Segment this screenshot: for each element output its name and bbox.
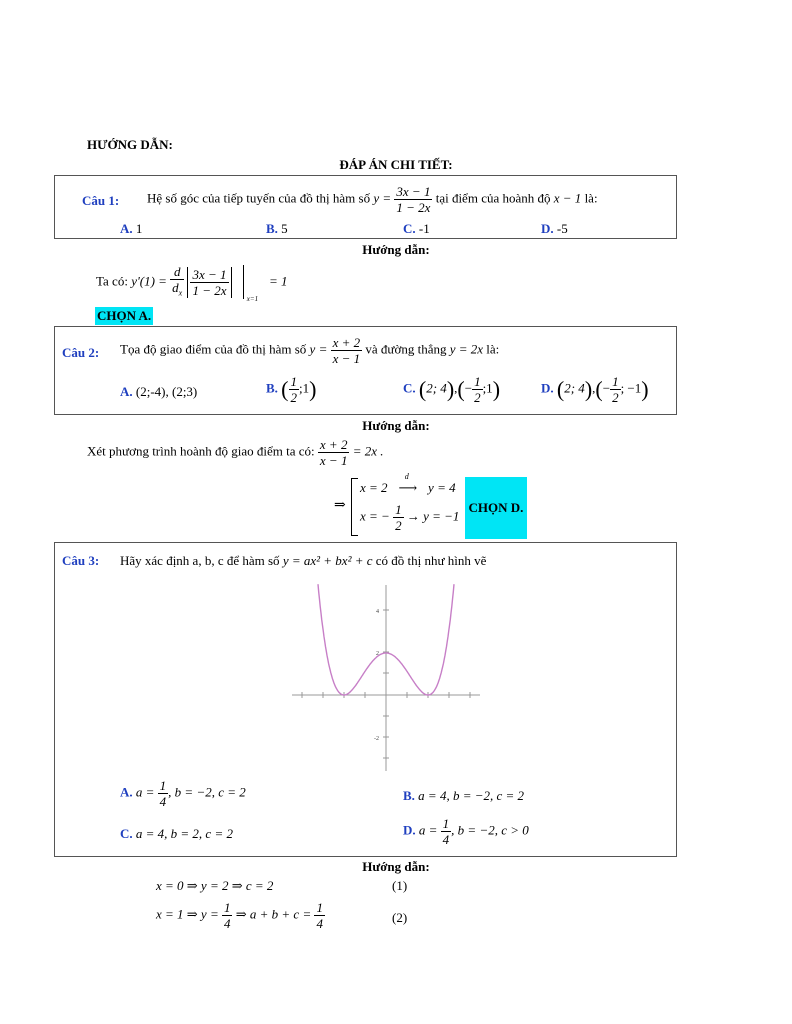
q2-option-d[interactable]: D. (2; 4),(− $\frac{1}{2}$ ; −1) xyxy=(541,374,649,405)
y-label-2: 2 xyxy=(376,651,379,657)
sol2-case1-rhs: y = 4 xyxy=(428,480,456,495)
solution-2-title: Hướng dẫn: xyxy=(362,418,430,433)
sol2-implies: ⇒ xyxy=(334,498,346,513)
q2-text-before: Tọa độ giao điểm của đồ thị hàm số xyxy=(120,341,307,357)
q3-option-a-letter: A. xyxy=(120,784,133,800)
sol3-line2-mid: ⇒ a + b + c = xyxy=(235,906,312,922)
sol1-d-num: d xyxy=(170,264,184,280)
guide-heading: HƯỚNG DẪN: xyxy=(87,137,173,152)
question-3-text xyxy=(120,553,486,569)
sol2-eq-den: x − 1 xyxy=(319,453,348,468)
sol1-result: = 1 xyxy=(269,273,288,289)
q1-text-after: tại điểm của hoành độ xyxy=(435,190,551,206)
solution-2-equation xyxy=(87,437,384,468)
q3-option-a-den: 4 xyxy=(159,794,167,809)
q3-text-before: Hãy xác định a, b, c để hàm số xyxy=(120,553,280,568)
sol3-line2-pre: x = 1 ⇒ y = xyxy=(156,906,219,922)
sol3-line-2 xyxy=(156,900,325,931)
sol2-case2-num: 1 xyxy=(395,502,402,517)
solution-1-choice: CHỌN A. xyxy=(97,308,152,323)
graph-axes xyxy=(292,585,480,771)
sol2-arrow-label: d xyxy=(404,472,409,481)
q3-func: y = ax² + bx² + c xyxy=(282,553,373,568)
q2-option-d-letter: D. xyxy=(541,380,554,396)
q2-func-den: x − 1 xyxy=(332,351,361,366)
q1-func-den: 1 − 2x xyxy=(396,200,431,215)
sol2-case-2 xyxy=(360,502,459,533)
q1-option-a-value: 1 xyxy=(135,221,143,236)
q3-option-c-letter: C. xyxy=(120,826,133,841)
q2-option-c[interactable]: C. (2; 4),(− $\frac{1}{2}$ ;1) xyxy=(403,374,501,405)
q3-text-after: có đồ thị như hình vẽ xyxy=(375,553,487,568)
sol1-lhs: y'(1) = xyxy=(131,273,167,289)
sol3-line2-den: 4 xyxy=(223,916,231,931)
q1-option-a[interactable] xyxy=(120,221,142,237)
answer-heading: ĐÁP ÁN CHI TIẾT: xyxy=(339,157,453,172)
q1-option-c-value: -1 xyxy=(418,221,430,236)
sol1-eval-at: x=1 xyxy=(246,295,259,304)
q2-option-b-rest: ;1 xyxy=(299,380,310,396)
q1-func-num: 3x − 1 xyxy=(396,184,431,199)
q2-option-d-sign: − xyxy=(602,380,611,396)
q2-line: y = 2x xyxy=(449,341,484,357)
sol1-d-den: $d_x$ xyxy=(172,280,183,298)
q2-option-c-first: 2; 4 xyxy=(426,380,447,396)
q2-option-a-value: (2;-4), (2;3) xyxy=(135,384,198,399)
sol3-line-1: x = 0 ⇒ y = 2 ⇒ c = 2 xyxy=(156,878,274,893)
q2-option-b-den: 2 xyxy=(290,390,297,405)
q2-text-end: là: xyxy=(486,341,500,357)
question-2-label: Câu 2: xyxy=(62,345,100,360)
solution-2-choice xyxy=(465,477,527,539)
q2-option-a-letter: A. xyxy=(120,384,133,399)
solution-1-formula xyxy=(96,264,288,304)
sol2-eq-rhs: = 2x . xyxy=(352,443,384,459)
question-1-label: Câu 1: xyxy=(82,193,120,208)
q2-option-c-den: 2 xyxy=(474,390,481,405)
sol3-line2-num2: 1 xyxy=(316,900,323,915)
solution-2-choice-text: CHỌN D. xyxy=(468,500,524,515)
sol2-arrow: d ⟶ xyxy=(398,472,418,495)
question-3-label: Câu 3: xyxy=(62,553,100,568)
q3-graph xyxy=(290,575,482,775)
q2-option-d-num: 1 xyxy=(612,374,619,389)
q3-option-b[interactable] xyxy=(403,788,524,804)
q3-option-a-pre: a = xyxy=(135,784,155,800)
q1-option-d-letter: D. xyxy=(541,221,554,236)
q2-option-d-den: 2 xyxy=(612,390,619,405)
y-label-neg2: -2 xyxy=(374,736,379,742)
q1-point: x − 1 xyxy=(553,190,582,206)
sol2-bracket xyxy=(351,478,358,536)
q1-func-lhs: y = xyxy=(373,190,392,206)
q3-option-d-num: 1 xyxy=(442,816,450,831)
y-label-4: 4 xyxy=(376,609,379,615)
q3-option-d[interactable] xyxy=(403,816,529,847)
sol1-eval-bar xyxy=(243,265,266,304)
sol2-fraction xyxy=(318,437,350,468)
q1-option-c[interactable] xyxy=(403,221,430,237)
sol1-derivative xyxy=(170,264,184,301)
q2-option-c-sign: − xyxy=(464,380,473,396)
sol3-line2-num: 1 xyxy=(223,900,231,915)
q3-option-b-value: a = 4, b = −2, c = 2 xyxy=(418,788,525,803)
sol1-prefix: Ta có: xyxy=(96,273,128,289)
sol2-case1: x = 2 xyxy=(360,480,388,495)
q1-option-a-letter: A. xyxy=(120,221,133,236)
q3-option-d-den: 4 xyxy=(442,832,450,847)
q1-option-b-letter: B. xyxy=(266,221,278,236)
q1-option-d-value: -5 xyxy=(556,221,568,236)
q2-option-c-num: 1 xyxy=(474,374,481,389)
q3-option-d-pre: a = xyxy=(418,822,438,838)
sol2-case2-lhs: x = − xyxy=(360,508,390,524)
sol1-inner-num: 3x − 1 xyxy=(192,266,227,282)
sol3-line-1-tag: (1) xyxy=(392,878,408,893)
sol2-case2-rhs: → y = −1 xyxy=(406,508,460,524)
q2-option-d-first: 2; 4 xyxy=(564,380,585,396)
q3-option-a-num: 1 xyxy=(159,778,167,793)
q2-option-a[interactable] xyxy=(120,384,197,400)
q3-option-a-post: , b = −2, c = 2 xyxy=(168,784,246,800)
q1-option-b[interactable] xyxy=(266,221,288,237)
q1-option-d[interactable] xyxy=(541,221,568,237)
question-2-text xyxy=(120,335,499,366)
q1-option-c-letter: C. xyxy=(403,221,416,236)
q1-func-fraction xyxy=(394,184,432,215)
sol1-inner-den: 1 − 2x xyxy=(192,282,227,298)
q2-func-lhs: y = xyxy=(309,341,328,357)
q2-option-d-rest: ; −1 xyxy=(620,380,642,396)
q1-option-b-value: 5 xyxy=(281,221,288,236)
q3-option-d-letter: D. xyxy=(403,822,416,838)
q2-func-num: x + 2 xyxy=(332,335,361,350)
q2-func-fraction xyxy=(331,335,363,366)
q2-option-c-rest: ;1 xyxy=(482,380,493,396)
sol2-case-1 xyxy=(360,472,456,496)
sol2-eq-num: x + 2 xyxy=(319,437,348,452)
sol2-text: Xét phương trình hoành độ giao điểm ta có: xyxy=(87,443,315,459)
q2-option-b-num: 1 xyxy=(290,374,297,389)
q3-option-a[interactable] xyxy=(120,778,246,809)
sol1-abs xyxy=(187,267,231,298)
question-1-text xyxy=(147,184,598,215)
q1-text-end: là: xyxy=(584,190,598,206)
q3-option-d-post: , b = −2, c > 0 xyxy=(451,822,529,838)
q3-option-c-value: a = 4, b = 2, c = 2 xyxy=(135,826,233,841)
q3-option-b-letter: B. xyxy=(403,788,415,803)
q3-option-c[interactable] xyxy=(120,826,233,842)
q2-text-after: và đường thẳng xyxy=(365,341,447,357)
sol2-case2-den: 2 xyxy=(395,518,402,533)
q2-option-b-letter: B. xyxy=(266,380,278,396)
solution-3-title: Hướng dẫn: xyxy=(362,859,430,874)
q2-option-b[interactable]: B. ( $\frac{1}{2}$ ;1) xyxy=(266,374,317,405)
solution-1-title: Hướng dẫn: xyxy=(362,242,430,257)
q1-text-before: Hệ số góc của tiếp tuyến của đồ thị hàm số xyxy=(147,190,371,206)
sol3-line2-den2: 4 xyxy=(316,916,323,931)
sol3-line-2-tag: (2) xyxy=(392,910,408,925)
q2-option-c-letter: C. xyxy=(403,380,416,396)
